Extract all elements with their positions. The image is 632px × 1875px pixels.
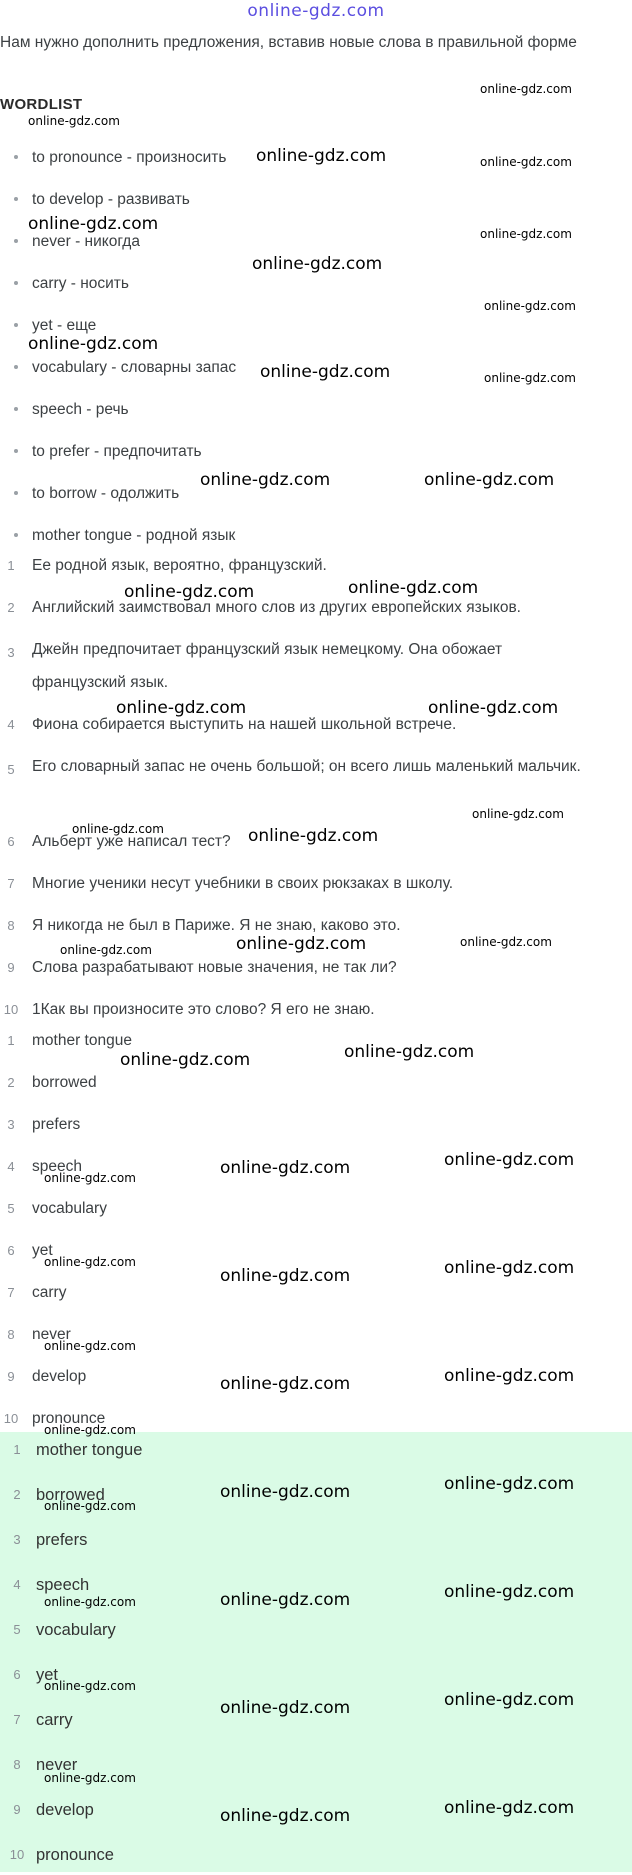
watermark: online-gdz.com [444,1258,575,1278]
watermark: online-gdz.com [220,1374,351,1394]
watermark: online-gdz.com [424,470,555,490]
watermark: online-gdz.com [480,227,572,241]
bullet-icon [14,239,18,243]
watermark: online-gdz.com [444,1366,575,1386]
watermark: online-gdz.com [260,362,391,382]
bullet-icon [14,533,18,537]
watermark: online-gdz.com [472,807,564,821]
watermark: online-gdz.com [220,1806,351,1826]
site-logo[interactable]: online-gdz.com [247,1,385,21]
bullet-icon [14,491,18,495]
watermark: online-gdz.com [124,582,255,602]
watermark: online-gdz.com [248,826,379,846]
bullet-icon [14,155,18,159]
watermark: online-gdz.com [444,1798,575,1818]
watermark: online-gdz.com [444,1690,575,1710]
sentence-item: 3 Джейн предпочитает французский язык немецкому. Она обожает французский язык. [7,641,503,691]
watermark: online-gdz.com [120,1050,251,1070]
watermark: online-gdz.com [44,1679,136,1693]
bullet-icon [14,323,18,327]
watermark: online-gdz.com [460,935,552,949]
watermark: online-gdz.com [480,82,572,96]
watermark: online-gdz.com [220,1590,351,1610]
watermark: online-gdz.com [344,1042,475,1062]
watermark: online-gdz.com [480,155,572,169]
watermark: online-gdz.com [220,1482,351,1502]
watermark: online-gdz.com [444,1474,575,1494]
bullet-icon [14,365,18,369]
watermark: online-gdz.com [220,1158,351,1178]
watermark: online-gdz.com [200,470,331,490]
watermark: online-gdz.com [44,1171,136,1185]
watermark: online-gdz.com [44,1771,136,1785]
bullet-icon [14,449,18,453]
watermark: online-gdz.com [72,822,164,836]
sentence-item: 5 Его словарный запас не очень большой; он всего лишь маленький мальчик. [7,758,581,777]
watermark: online-gdz.com [348,578,479,598]
watermark: online-gdz.com [44,1595,136,1609]
watermark: online-gdz.com [220,1266,351,1286]
watermark: online-gdz.com [44,1423,136,1437]
watermark: online-gdz.com [44,1255,136,1269]
watermark: online-gdz.com [256,146,387,166]
wordlist-heading: WORDLIST [0,96,83,113]
watermark: online-gdz.com [444,1150,575,1170]
watermark: online-gdz.com [28,114,120,128]
watermark: online-gdz.com [428,698,559,718]
watermark: online-gdz.com [236,934,367,954]
watermark: online-gdz.com [484,299,576,313]
watermark: online-gdz.com [28,214,159,234]
watermark: online-gdz.com [484,371,576,385]
bullet-icon [14,197,18,201]
watermark: online-gdz.com [60,943,152,957]
watermark: online-gdz.com [28,334,159,354]
watermark: online-gdz.com [220,1698,351,1718]
watermark: online-gdz.com [444,1582,575,1602]
bullet-icon [14,407,18,411]
intro-text: Нам нужно дополнить предложения, вставив новые слова в правильной форме [0,34,577,51]
watermark: online-gdz.com [252,254,383,274]
bullet-icon [14,281,18,285]
watermark: online-gdz.com [116,698,247,718]
watermark: online-gdz.com [44,1339,136,1353]
watermark: online-gdz.com [44,1499,136,1513]
